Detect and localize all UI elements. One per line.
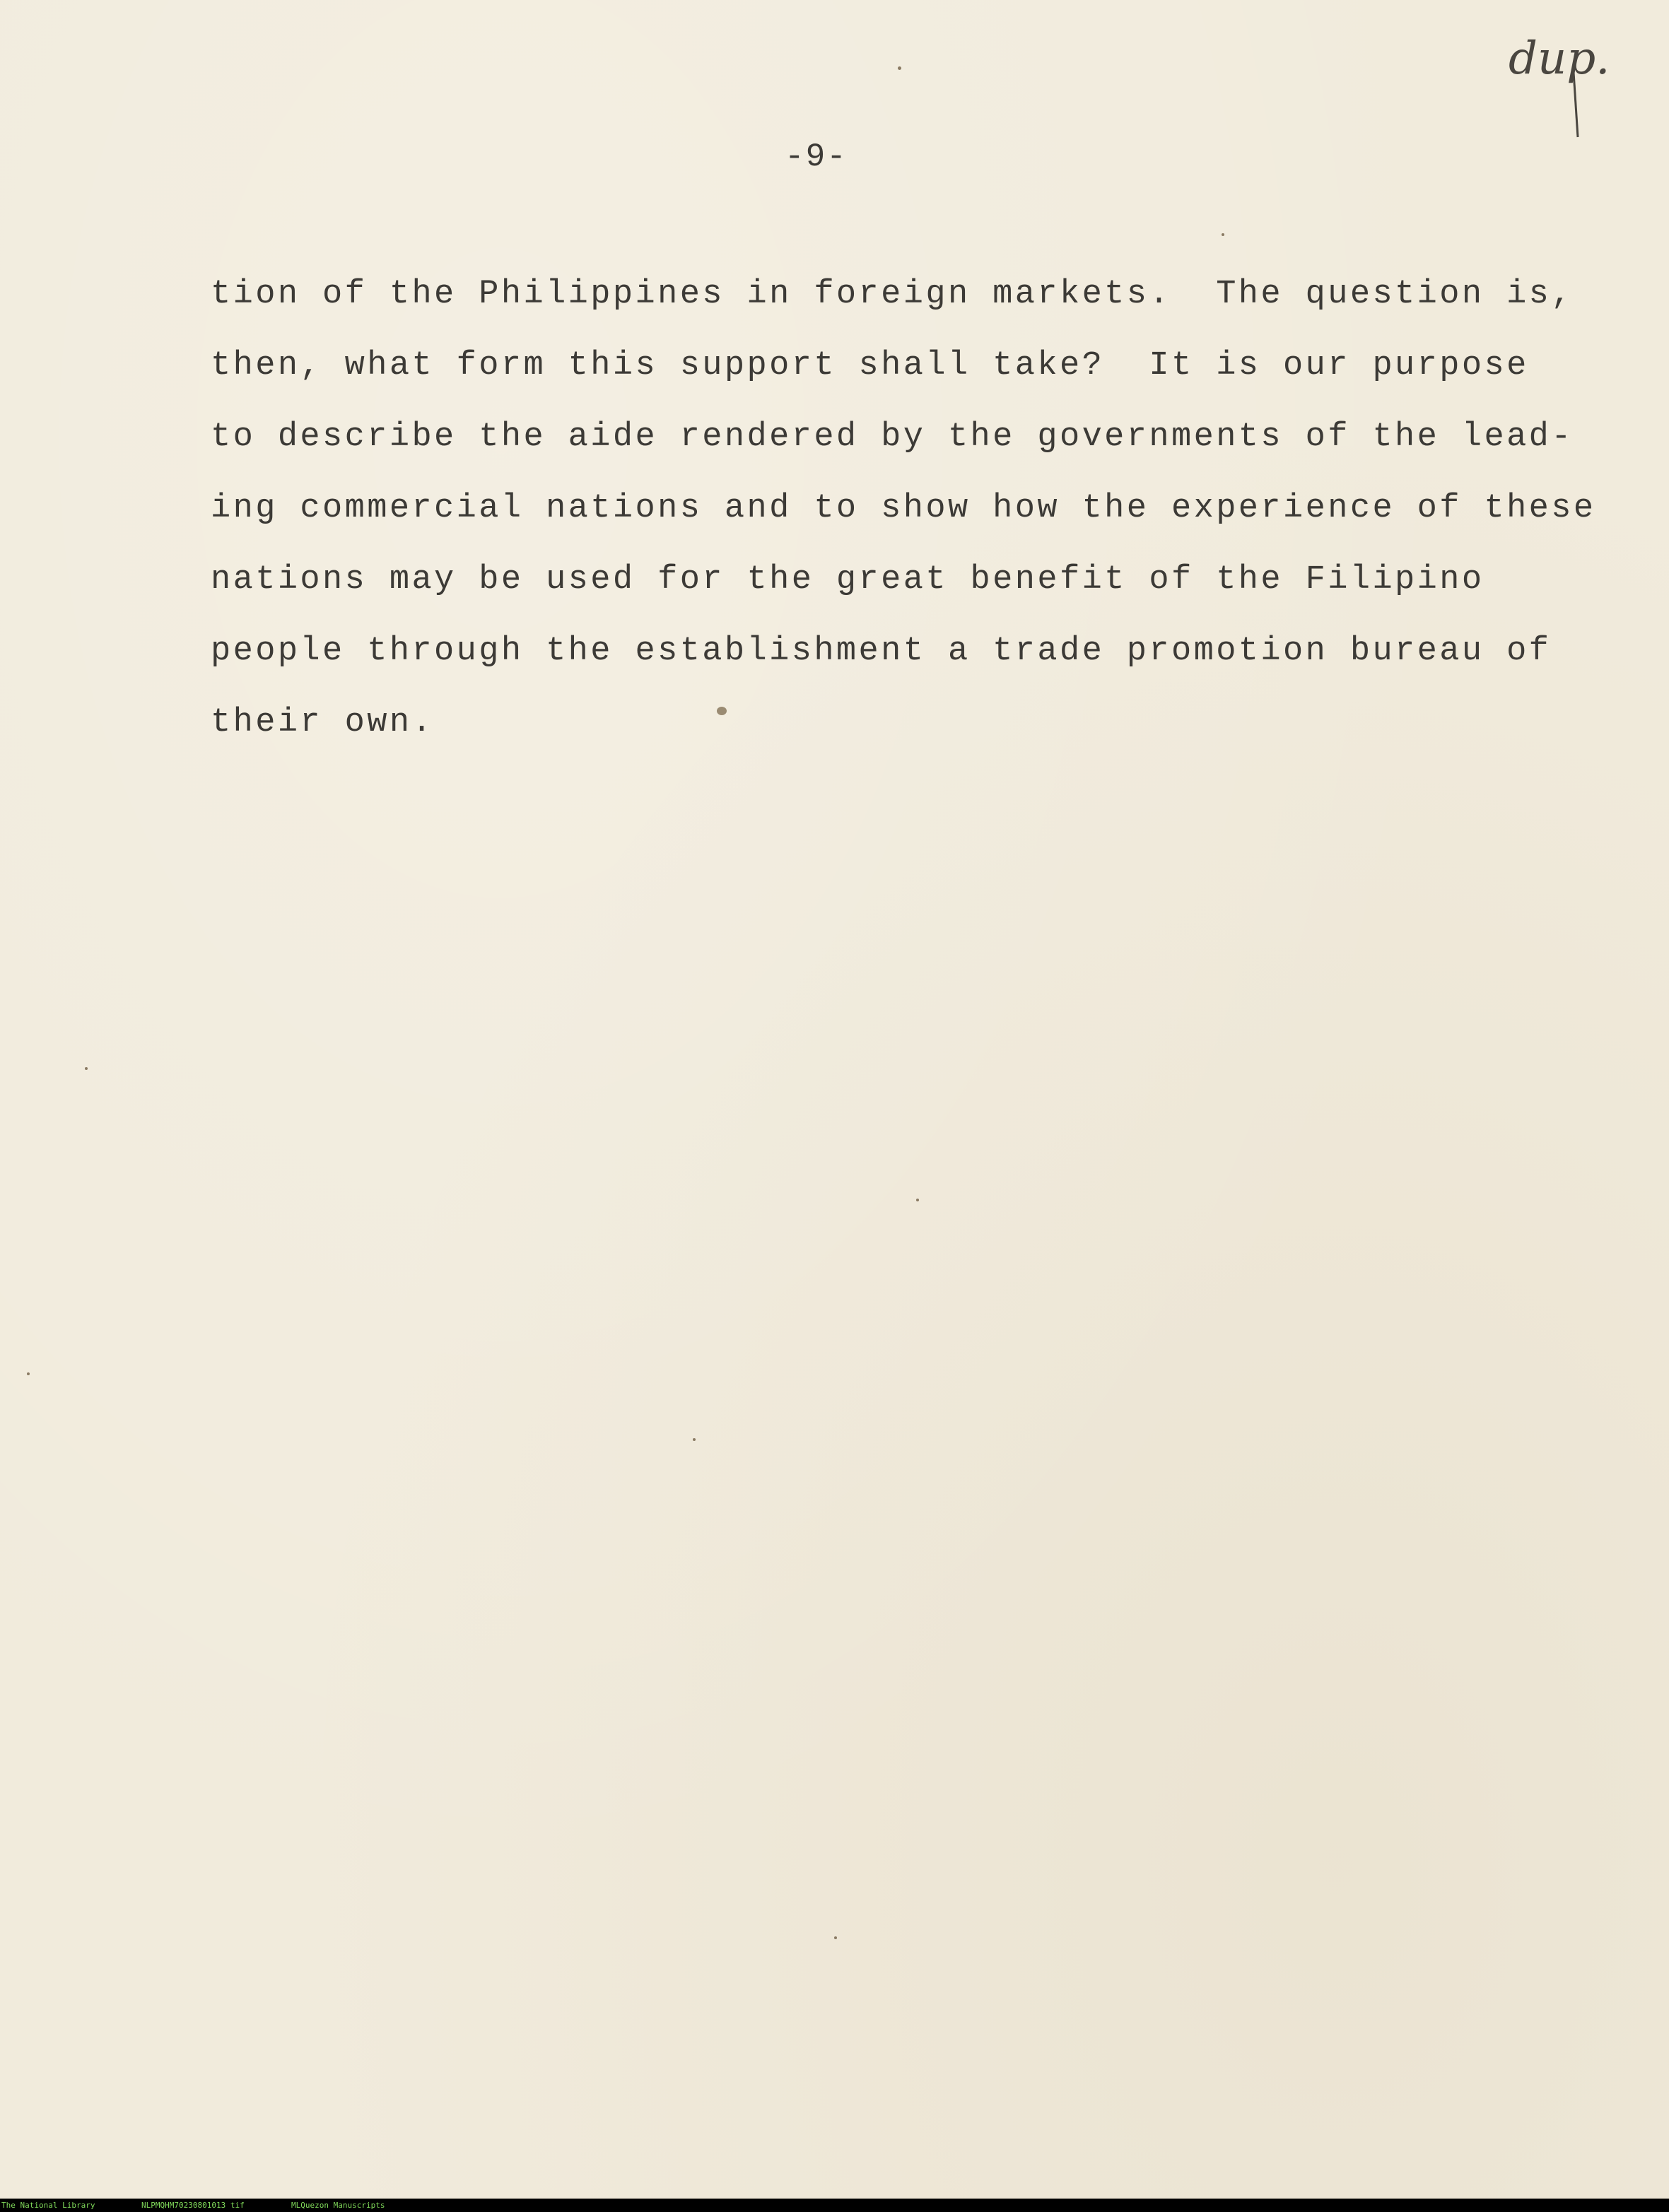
paper-speck	[693, 1438, 696, 1441]
paper-speck	[898, 66, 901, 70]
paper-speck	[717, 707, 727, 715]
text-line: their own.	[211, 704, 435, 741]
paper-speck	[916, 1199, 919, 1201]
text-line: people through the establishment a trade promotion bureau of	[211, 633, 1552, 670]
body-text	[211, 259, 1610, 758]
text-line: to describe the aide rendered by the governments of the lead-	[211, 418, 1574, 456]
paper-speck	[834, 1936, 837, 1939]
text-line: tion of the Philippines in foreign markets. The question is,	[211, 276, 1574, 313]
archive-footer	[0, 2199, 1669, 2212]
text-line: ing commercial nations and to show how the experience of these	[211, 490, 1596, 527]
footer-collection: MLQuezon Manuscripts	[291, 2201, 385, 2210]
handwritten-note-text: dup.	[1509, 33, 1610, 85]
footer-library: The National Library	[1, 2201, 95, 2210]
page-number: -9-	[785, 139, 848, 175]
text-line: then, what form this support shall take? It is our purpose	[211, 347, 1529, 384]
text-line: nations may be used for the great benefit of the Filipino	[211, 561, 1484, 599]
footer-file-id: NLPMQHM70230801013 tif	[141, 2201, 245, 2210]
paper-speck	[27, 1372, 30, 1375]
paper-speck	[85, 1067, 88, 1070]
paper-speck	[1222, 233, 1224, 236]
handwritten-note	[1504, 30, 1617, 143]
